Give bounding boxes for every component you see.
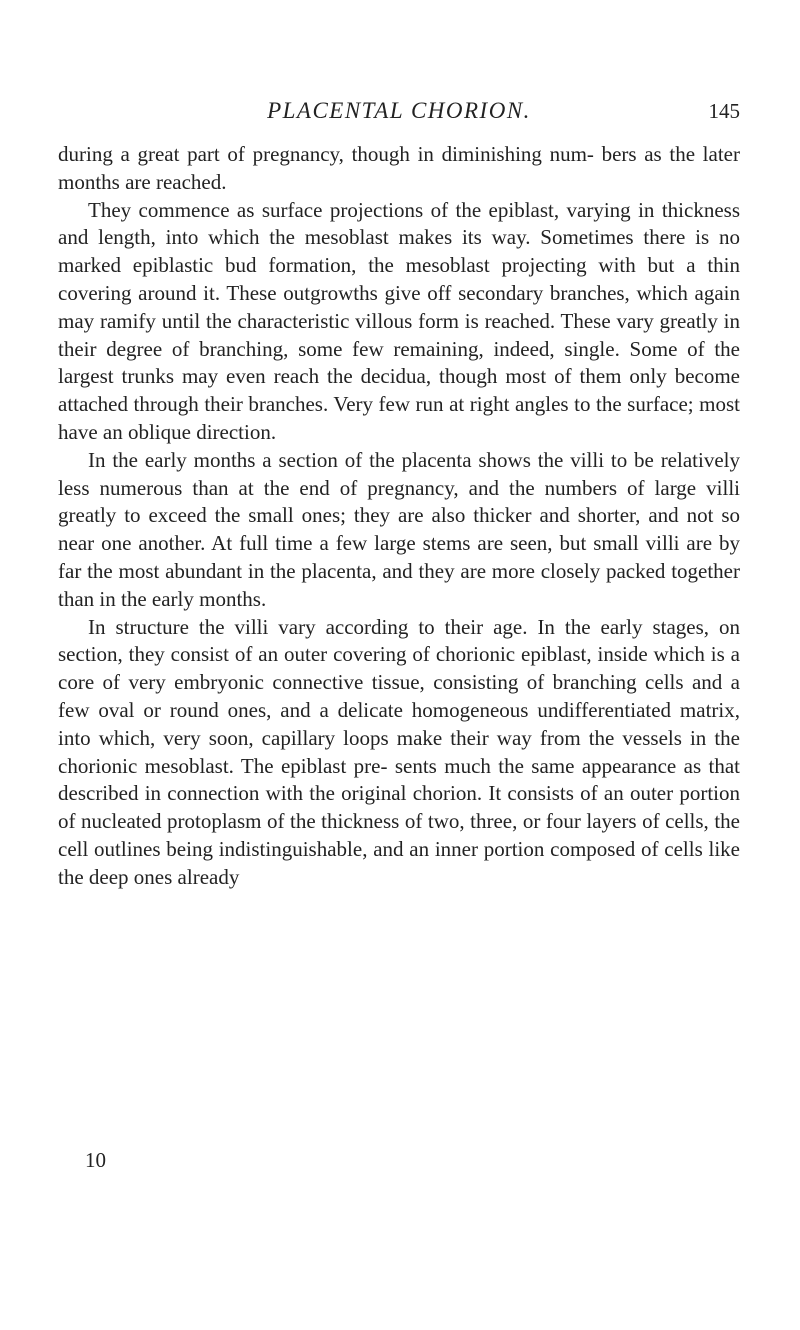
body-text <box>58 141 740 892</box>
page-header <box>58 96 740 126</box>
signature-mark: 10 <box>85 1148 106 1172</box>
running-title: PLACENTAL CHORION. <box>267 98 531 123</box>
page-number: 145 <box>708 99 740 123</box>
paragraph: In the early months a section of the placenta shows the villi to be relatively less numerous than at the end of pregnancy, and the numbers of large villi greatly to exceed the small ones; they are also thicker and shorter, and not so near one another. At full time a few large stems are seen, but small villi are by far the most abundant in the placenta, and they are more closely packed together than in the early months. <box>58 447 740 611</box>
paragraph-continued: during a great part of pregnancy, though in diminishing num- bers as the later months are reached. <box>58 142 740 194</box>
paragraph: They commence as surface projections of the epiblast, varying in thickness and length, into which the mesoblast makes its way. Sometimes there is no marked epiblastic bud formation, the mesoblast projecting with but a thin covering around it. These outgrowths give off secondary branches, which again may ramify until the characteristic villous form is reached. These vary greatly in their degree of branching, some few remaining, indeed, single. Some of the largest trunks may even reach the decidua, though most of them only become attached through their branches. Very few run at right angles to the surface; most have an oblique direction. <box>58 197 740 444</box>
paragraph: In structure the villi vary according to their age. In the early stages, on section, they consist of an outer covering of chorionic epiblast, inside which is a core of very embryonic connective tissue, consisting of branching cells and a few oval or round ones, and a delicate homogeneous undifferentiated matrix, into which, very soon, capillary loops make their way from the vessels in the chorionic mesoblast. The epiblast pre- sents much the same appearance as that described in connection with the original chorion. It consists of an outer portion of nucleated protoplasm of the thickness of two, three, or four layers of cells, the cell outlines being indistinguishable, and an inner portion composed of cells like the deep ones already <box>58 614 740 889</box>
